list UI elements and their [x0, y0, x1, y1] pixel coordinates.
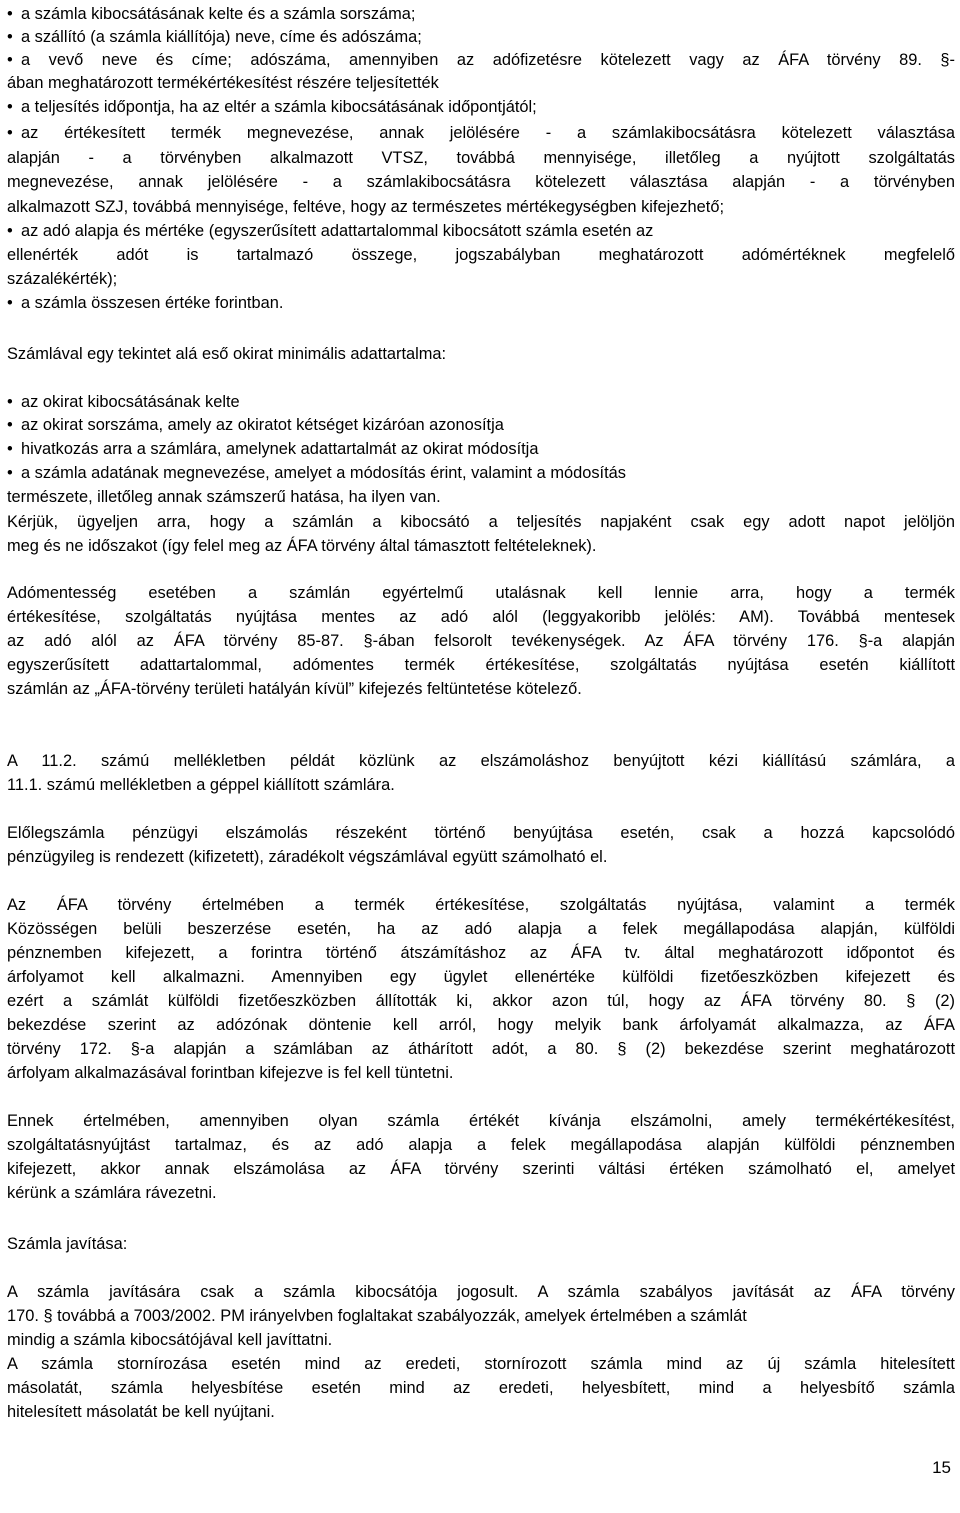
- text-line: [7, 170, 955, 194]
- text-line: [7, 1061, 453, 1085]
- line-text: árfolyam alkalmazásával forintban kifejezve is fel kell tüntetni.: [7, 1064, 454, 1082]
- line-text: ezért a számlát külföldi fizetőeszközben állították ki, akkor azon túl, hogy az ÁFA törvény 80. § (2): [7, 992, 955, 1010]
- line-text: pénznemben kifejezett, a forintra történő átszámításhoz az ÁFA tv. által meghatározott időpontot és: [7, 944, 955, 962]
- bullet-icon: •: [7, 5, 13, 23]
- line-text: természete, illetőleg annak számszerű hatása, ha ilyen van.: [7, 488, 441, 506]
- text-line: [7, 1157, 955, 1181]
- line-text: az adó alapja és mértéke (egyszerűsített adattartalommal kibocsátott számla esetén az: [21, 222, 654, 240]
- line-text: ellenérték adót is tartalmazó összege, jogszabályban meghatározott adómértéknek megfelelő: [7, 246, 955, 264]
- text-line: [7, 941, 955, 965]
- text-line: [7, 71, 439, 95]
- line-text: árfolyamot kell alkalmazni. Amennyiben egy ügylet ellenértéke külföldi fizetőeszközben kifejezett és: [7, 968, 955, 986]
- line-text: a számla összesen értéke forintban.: [21, 294, 284, 312]
- text-line: [7, 1328, 332, 1352]
- line-text: Ennek értelmében, amennyiben olyan számla értékét kívánja elszámolni, amely termékértékesítést,: [7, 1112, 955, 1130]
- line-text: számlán az „ÁFA-törvény területi hatályán kívül” kifejezés feltüntetése kötelező.: [7, 680, 582, 698]
- text-line: [7, 773, 395, 797]
- text-line: [7, 605, 955, 629]
- bullet-list-item: [7, 219, 653, 243]
- bullet-icon: •: [7, 464, 13, 482]
- line-text: 170. § továbbá a 7003/2002. PM irányelvben foglaltakat szabályozzák, amelyek értelmében a számlát: [7, 1307, 747, 1325]
- text-line: [7, 195, 724, 219]
- line-text: hivatkozás arra a számlára, amelynek adattartalmát az okirat módosítja: [21, 440, 539, 458]
- text-line: [7, 821, 955, 845]
- line-text: alapján - a törvényben alkalmazott VTSZ, továbbá mennyisége, illetőleg a nyújtott szolgáltatás: [7, 149, 955, 167]
- text-line: [7, 893, 955, 917]
- bullet-icon: •: [7, 51, 13, 69]
- line-text: megnevezése, annak jelölésére - a számlakibocsátásra kötelezett választása alapján - a törvényben: [7, 173, 955, 191]
- text-line: [7, 677, 582, 701]
- text-line: [7, 1352, 955, 1376]
- text-line: [7, 510, 955, 534]
- line-text: egyszerűsített adattartalommal, adómentes termék értékesítése, szolgáltatás nyújtása esetén kiállított: [7, 656, 955, 674]
- bullet-icon: •: [7, 393, 13, 411]
- line-text: kifejezett, akkor annak elszámolása az ÁFA törvény szerinti váltási értéken számolható el, amelyet: [7, 1160, 955, 1178]
- bullet-list-item: [7, 95, 537, 119]
- text-line: [7, 917, 955, 941]
- line-text: mindig a számla kibocsátójával kell javíttatni.: [7, 1331, 333, 1349]
- line-text: Kérjük, ügyeljen arra, hogy a számlán a kibocsátó a teljesítés napjaként csak egy adott napot jelöljön: [7, 513, 955, 531]
- line-text: alkalmazott SZJ, továbbá mennyisége, feltéve, hogy az természetes mértékegységben kifejezhető;: [7, 198, 725, 216]
- bullet-icon: •: [7, 222, 13, 240]
- text-line: [7, 1304, 747, 1328]
- bullet-list-item: [7, 25, 422, 49]
- line-text: bekezdése szerint az adózónak döntenie kell arról, hogy melyik bank árfolyamát alkalmazza, az ÁFA: [7, 1016, 955, 1034]
- text-line: [7, 581, 955, 605]
- line-text: Számlával egy tekintet alá eső okirat minimális adattartalma:: [7, 345, 447, 363]
- line-text: törvény 172. §-a alapján a számlában az áthárított adót, a 80. § (2) bekezdése szerint meghatározott: [7, 1040, 955, 1058]
- text-line: [7, 965, 955, 989]
- text-line: [7, 1400, 275, 1424]
- text-line: [7, 1133, 955, 1157]
- text-line: [7, 146, 955, 170]
- line-text: a szállító (a számla kiállítója) neve, címe és adószáma;: [21, 28, 422, 46]
- bullet-list-item: [7, 413, 504, 437]
- bullet-list-item: [7, 121, 955, 145]
- text-line: [7, 534, 596, 558]
- line-text: meg és ne időszakot (így felel meg az ÁFA törvény által támasztott feltételeknek).: [7, 537, 597, 555]
- text-line: [7, 1013, 955, 1037]
- line-text: a számla adatának megnevezése, amelyet a módosítás érint, valamint a módosítás: [21, 464, 626, 482]
- line-text: ában meghatározott termékértékesítést részére teljesítették: [7, 74, 439, 92]
- line-text: százalékérték);: [7, 270, 118, 288]
- bullet-icon: •: [7, 98, 13, 116]
- text-line: [7, 749, 955, 773]
- line-text: pénzügyileg is rendezett (kifizetett), záradékolt végszámlával együtt számolható el.: [7, 848, 608, 866]
- text-line: [7, 653, 955, 677]
- bullet-list-item: [7, 461, 626, 485]
- bullet-icon: •: [7, 440, 13, 458]
- text-line: [7, 629, 955, 653]
- line-text: az okirat kibocsátásának kelte: [21, 393, 240, 411]
- bullet-list-item: [7, 390, 240, 414]
- text-line: [7, 1280, 955, 1304]
- line-text: kérünk a számlára rávezetni.: [7, 1184, 217, 1202]
- line-text: a számla kibocsátásának kelte és a számla sorszáma;: [21, 5, 416, 23]
- line-text: az okirat sorszáma, amely az okiratot kétséget kizáróan azonosítja: [21, 416, 504, 434]
- text-line: [7, 342, 446, 366]
- bullet-icon: •: [7, 28, 13, 46]
- line-text: A számla javítására csak a számla kibocsátója jogosult. A számla szabályos javítását az ÁFA törvény: [7, 1283, 955, 1301]
- bullet-icon: •: [7, 416, 13, 434]
- line-text: A számla stornírozása esetén mind az eredeti, stornírozott számla mind az új számla hitelesített: [7, 1355, 955, 1373]
- line-text: az adó alól az ÁFA törvény 85-87. §-ában felsorolt tevékenységek. Az ÁFA törvény 176. §-a alapján: [7, 632, 955, 650]
- line-text: a vevő neve és címe; adószáma, amennyiben az adófizetésre kötelezett vagy az ÁFA törvény 89. §-: [21, 51, 955, 69]
- line-text: A 11.2. számú mellékletben példát közlünk az elszámoláshoz benyújtott kézi kiállítású számlára, a: [7, 752, 955, 770]
- line-text: Számla javítása:: [7, 1235, 128, 1253]
- line-text: 11.1. számú mellékletben a géppel kiállított számlára.: [7, 776, 395, 794]
- text-line: [7, 1376, 955, 1400]
- text-line: [7, 1232, 127, 1256]
- text-line: [7, 243, 955, 267]
- text-line: [7, 1181, 217, 1205]
- line-text: értékesítése, szolgáltatás nyújtása mentes az adó alól (leggyakoribb jelölés: AM). Továbbá mentesek: [7, 608, 955, 626]
- bullet-icon: •: [7, 294, 13, 312]
- bullet-icon: •: [7, 124, 13, 142]
- bullet-list-item: [7, 48, 955, 72]
- text-line: [7, 989, 955, 1013]
- bullet-list-item: [7, 291, 283, 315]
- line-text: az értékesített termék megnevezése, annak jelölésére - a számlakibocsátásra kötelezett választása: [21, 124, 955, 142]
- line-text: szolgáltatásnyújtást tartalmaz, és az adó alapja a felek megállapodása alapján külföldi pénznemben: [7, 1136, 955, 1154]
- text-line: [7, 1109, 955, 1133]
- line-text: a teljesítés időpontja, ha az eltér a számla kibocsátásának időpontjától;: [21, 98, 537, 116]
- line-text: Előlegszámla pénzügyi elszámolás részeként történő benyújtása esetén, csak a hozzá kapcsolódó: [7, 824, 955, 842]
- text-line: [7, 845, 607, 869]
- line-text: másolatát, számla helyesbítése esetén mind az eredeti, helyesbített, mind a helyesbítő számla: [7, 1379, 955, 1397]
- page-number: 15: [932, 1458, 951, 1477]
- bullet-list-item: [7, 2, 415, 26]
- line-text: Az ÁFA törvény értelmében a termék értékesítése, szolgáltatás nyújtása, valamint a termék: [7, 896, 955, 914]
- line-text: Közösségen belüli beszerzése esetén, ha az adó alapja a felek megállapodása alapján, külföldi: [7, 920, 955, 938]
- text-line: [7, 267, 117, 291]
- bullet-list-item: [7, 437, 538, 461]
- line-text: hitelesített másolatát be kell nyújtani.: [7, 1403, 275, 1421]
- text-line: [7, 485, 441, 509]
- text-line: [7, 1037, 955, 1061]
- line-text: Adómentesség esetében a számlán egyértelmű utalásnak kell lennie arra, hogy a termék: [7, 584, 955, 602]
